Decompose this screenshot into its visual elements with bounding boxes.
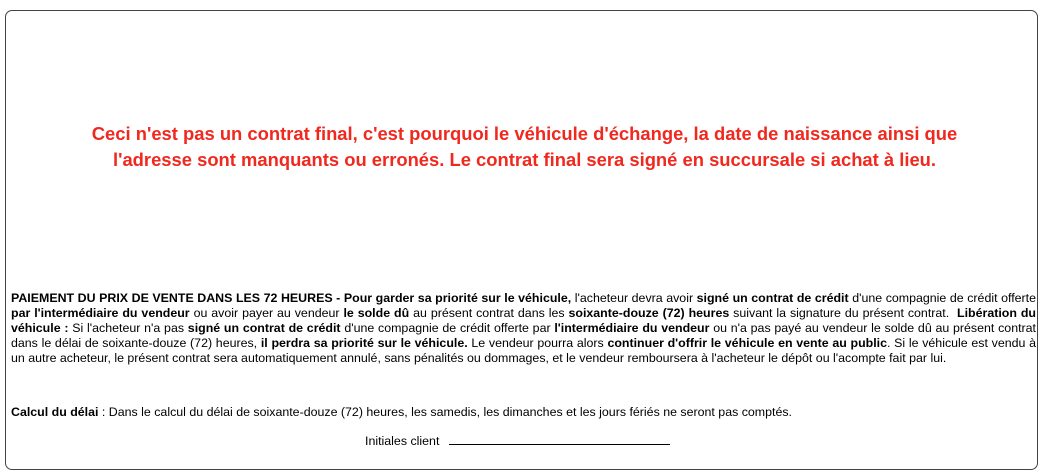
payment-clause-emphasis: par l'intermédiaire du vendeur	[11, 306, 190, 320]
payment-clause-emphasis: soixante-douze (72) heures	[568, 306, 730, 320]
payment-clause-text: . Si le véhicule est vendu à un autre acheteur, le présent contrat sera automatiquement annulé, sans pénalités ou dommages, et le vendeur remboursera à l'acheteur le dépôt ou l'acompte fait par lui.	[11, 336, 1036, 365]
client-initials-line[interactable]	[449, 432, 670, 445]
delay-clause	[11, 405, 1036, 420]
payment-clause-text: ou avoir payer au vendeur	[189, 306, 344, 320]
delay-clause-heading: Calcul du délai	[11, 405, 99, 419]
payment-clause-heading: PAIEMENT DU PRIX DE VENTE DANS LES 72 HEURES - Pour garder sa priorité sur le véhicule,	[11, 291, 572, 305]
payment-clause-text: d'une compagnie de crédit offerte par	[340, 321, 555, 335]
payment-clause-text: au présent contrat dans les	[409, 306, 569, 320]
payment-clause	[11, 291, 1036, 366]
non-final-contract-warning	[20, 121, 1029, 173]
vehicle-release-heading: Libération du véhicule :	[11, 306, 1036, 335]
payment-clause-text: ou n'a pas payé au vendeur le solde dû au présent contrat dans le délai de soixante-douze (72) heures,	[11, 321, 1036, 350]
payment-clause-text: Le vendeur pourra alors	[467, 336, 608, 350]
warning-line-2: l'adresse sont manquants ou erronés. Le contrat final sera signé en succursale si achat à lieu.	[112, 149, 937, 170]
payment-clause-emphasis: il perdra sa priorité sur le véhicule.	[260, 336, 468, 350]
payment-clause-text: l'acheteur devra avoir	[571, 291, 697, 305]
payment-clause-text: d'une compagnie de crédit offerte	[848, 291, 1036, 305]
client-initials-field	[365, 432, 670, 449]
payment-clause-emphasis: l'intermédiaire du vendeur	[554, 321, 710, 335]
client-initials-label: Initiales client	[365, 434, 440, 448]
delay-clause-text: : Dans le calcul du délai de soixante-douze (72) heures, les samedis, les dimanches et les jours fériés ne seront pas comptés.	[98, 405, 792, 419]
payment-clause-emphasis: continuer d'offrir le véhicule en vente au public	[607, 336, 887, 350]
payment-clause-text: suivant la signature du présent contrat.	[729, 306, 958, 320]
payment-clause-emphasis: signé un contrat de crédit	[187, 321, 341, 335]
payment-clause-emphasis: le solde dû	[343, 306, 410, 320]
payment-clause-emphasis: signé un contrat de crédit	[696, 291, 849, 305]
document-frame	[5, 10, 1038, 470]
payment-clause-text: Si l'acheteur n'a pas	[68, 321, 188, 335]
warning-line-1: Ceci n'est pas un contrat final, c'est pourquoi le véhicule d'échange, la date de naissance ainsi que	[91, 123, 958, 144]
